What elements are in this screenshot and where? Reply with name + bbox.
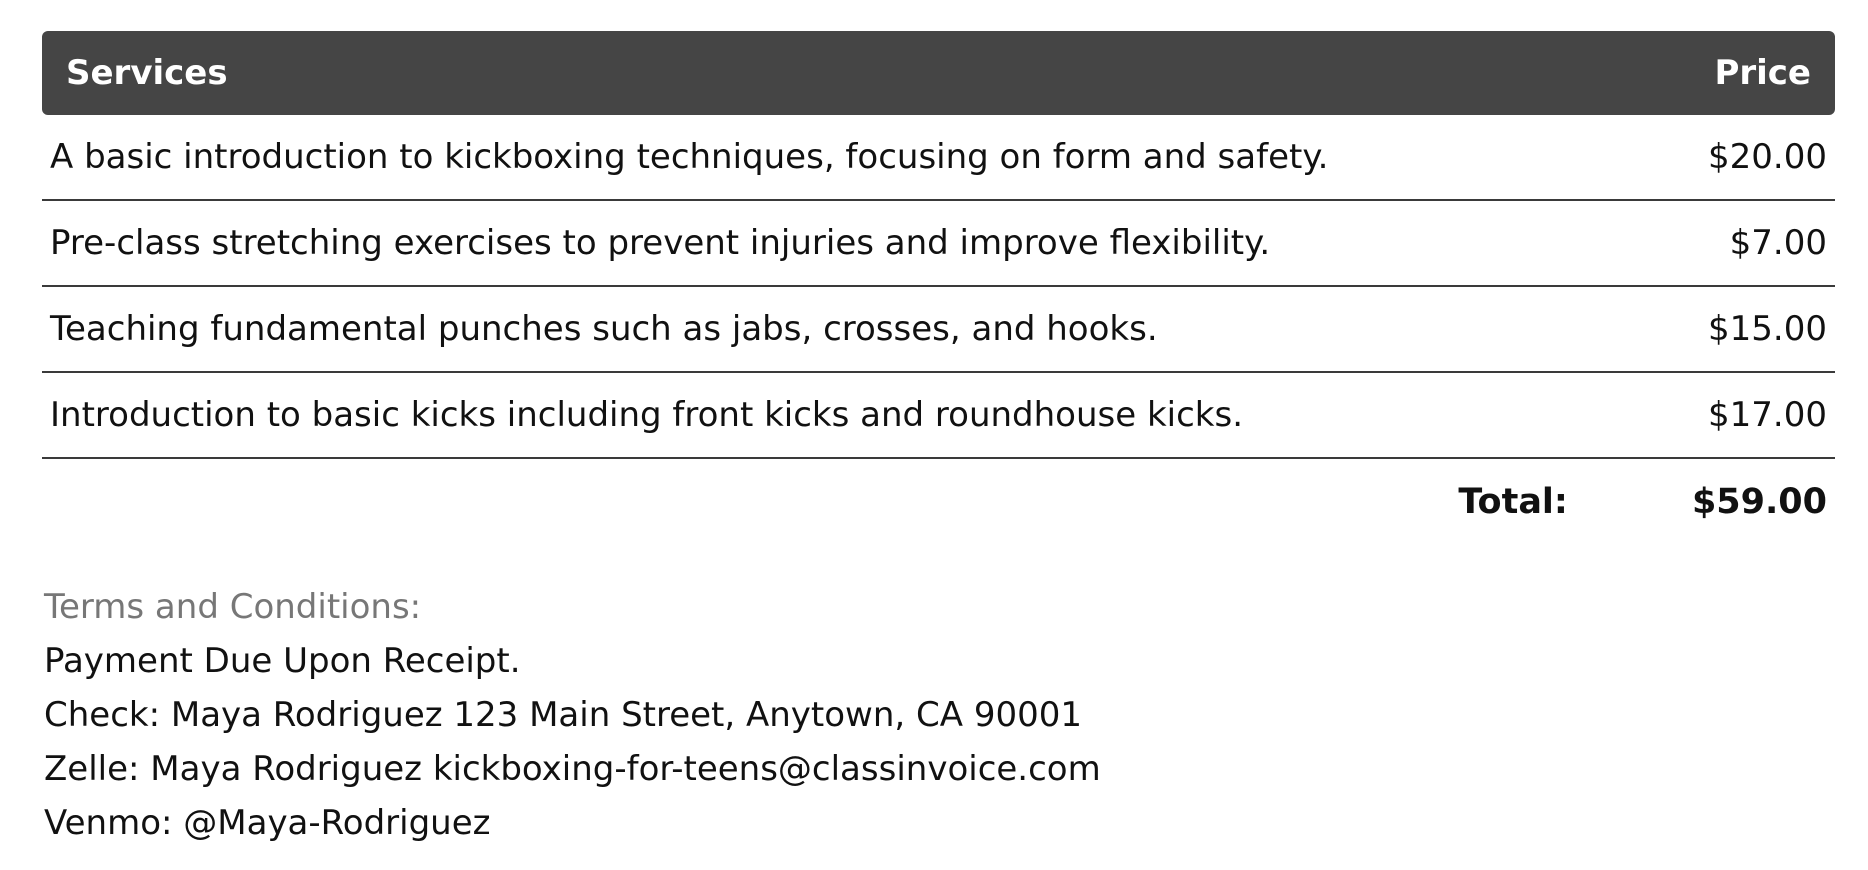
service-description: Introduction to basic kicks including front kicks and roundhouse kicks. — [50, 395, 1244, 435]
table-row — [42, 373, 1835, 459]
total-row — [42, 459, 1835, 545]
table-row — [42, 287, 1835, 373]
total-label: Total: — [1458, 482, 1568, 522]
services-column-header: Services — [66, 53, 228, 93]
table-header — [42, 31, 1835, 115]
service-price: $17.00 — [1708, 395, 1827, 435]
table-row — [42, 115, 1835, 201]
price-column-header: Price — [1714, 53, 1811, 93]
service-rows — [42, 115, 1835, 459]
service-description: Pre-class stretching exercises to prevent injuries and improve flexibility. — [50, 223, 1271, 263]
service-description: A basic introduction to kickboxing techniques, focusing on form and safety. — [50, 137, 1329, 177]
terms-line-zelle: Zelle: Maya Rodriguez kickboxing-for-teens@classinvoice.com — [44, 749, 1101, 789]
terms-line-check: Check: Maya Rodriguez 123 Main Street, Anytown, CA 90001 — [44, 695, 1082, 735]
services-table — [42, 31, 1835, 545]
terms-line-venmo: Venmo: @Maya-Rodriguez — [44, 803, 491, 843]
service-description: Teaching fundamental punches such as jabs, crosses, and hooks. — [50, 309, 1158, 349]
total-value: $59.00 — [1691, 482, 1827, 522]
service-price: $7.00 — [1729, 223, 1827, 263]
terms-line-payment-due: Payment Due Upon Receipt. — [44, 641, 521, 681]
terms-section — [44, 580, 1101, 850]
service-price: $15.00 — [1708, 309, 1827, 349]
table-row — [42, 201, 1835, 287]
terms-heading: Terms and Conditions: — [44, 587, 422, 627]
service-price: $20.00 — [1708, 137, 1827, 177]
